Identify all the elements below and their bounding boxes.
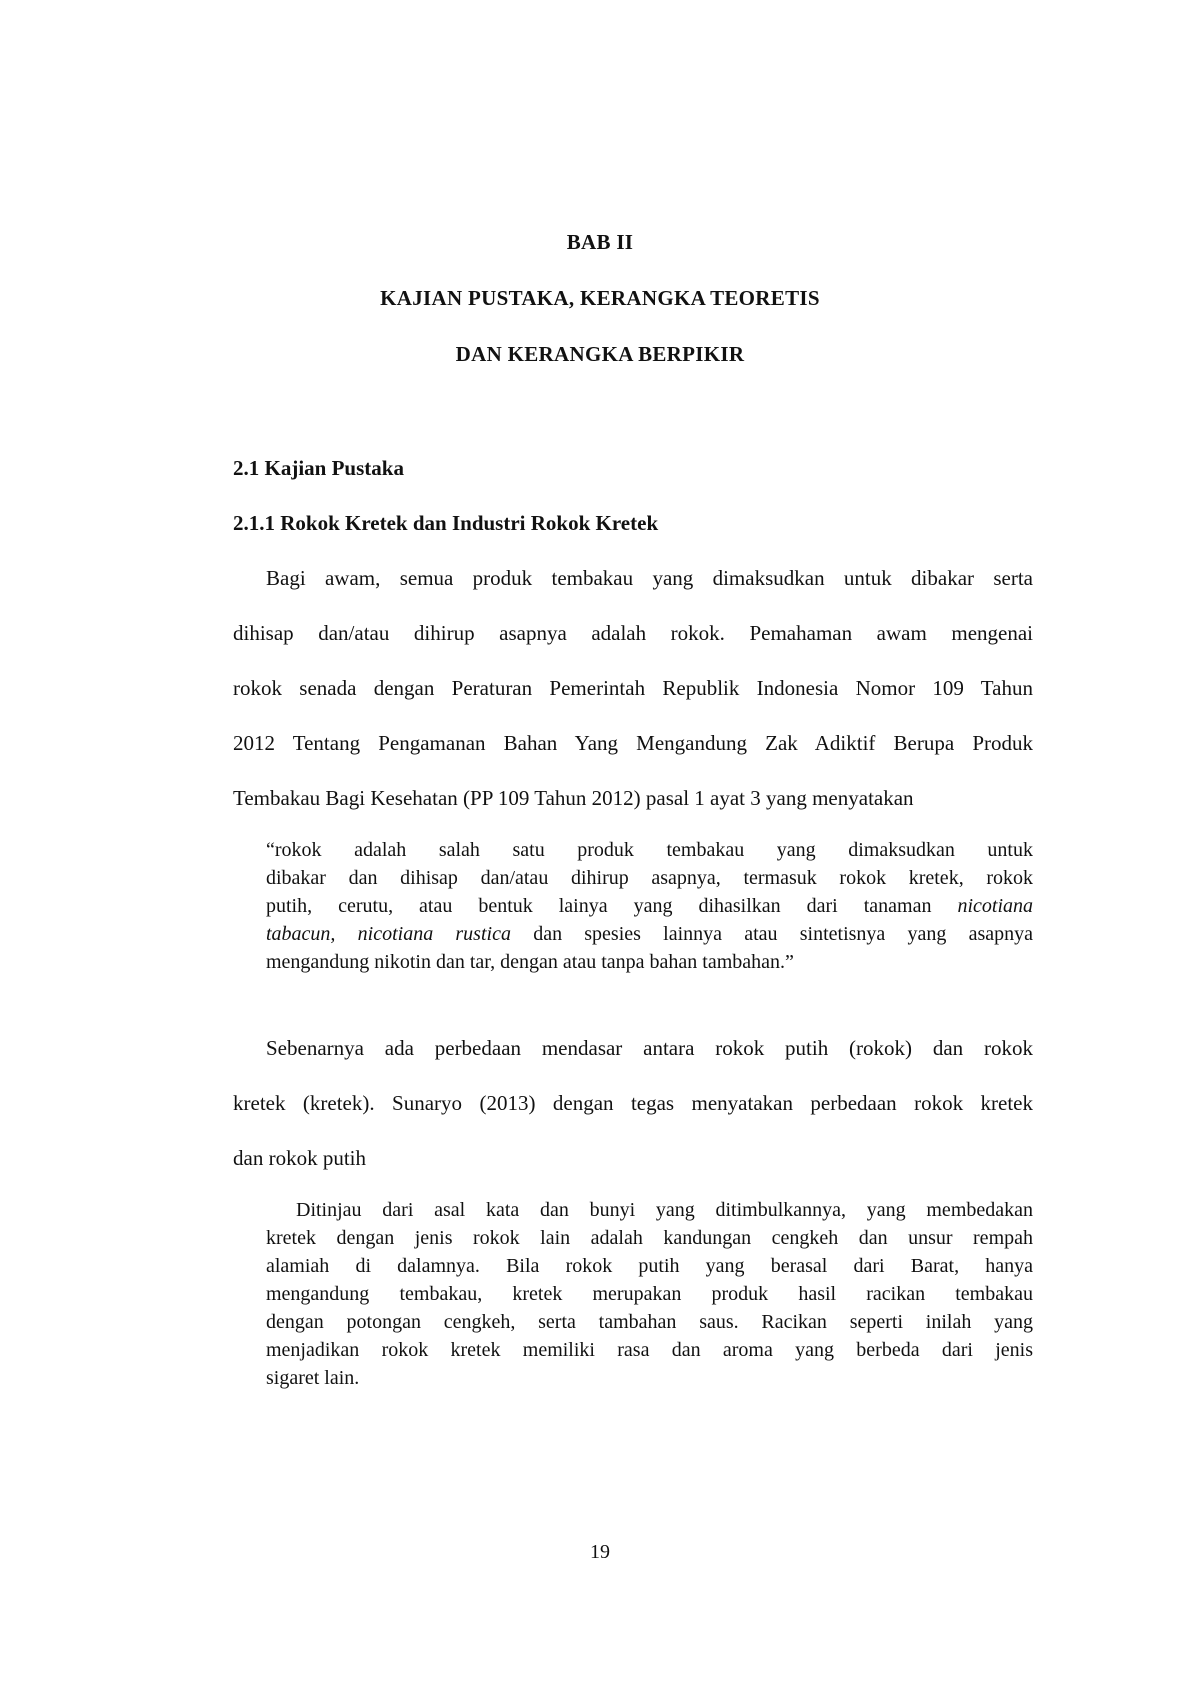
quote-line: “rokok adalah salah satu produk tembakau yang dimaksudkan untuk [266, 839, 1033, 861]
paragraph-line: dihisap dan/atau dihirup asapnya adalah rokok. Pemahaman awam mengenai [233, 621, 1033, 645]
section-heading: 2.1 Kajian Pustaka [233, 456, 404, 480]
quote-line: menjadikan rokok kretek memiliki rasa dan aroma yang berbeda dari jenis [266, 1339, 1033, 1361]
quote-line: dengan potongan cengkeh, serta tambahan saus. Racikan seperti inilah yang [266, 1311, 1033, 1333]
paragraph-line: rokok senada dengan Peraturan Pemerintah Republik Indonesia Nomor 109 Tahun [233, 676, 1033, 700]
paragraph-line: Bagi awam, semua produk tembakau yang dimaksudkan untuk dibakar serta [266, 566, 1033, 590]
quote-line: kretek dengan jenis rokok lain adalah kandungan cengkeh dan unsur rempah [266, 1227, 1033, 1249]
chapter-title-line-1: KAJIAN PUSTAKA, KERANGKA TEORETIS [380, 286, 820, 310]
quote-line [266, 895, 1033, 918]
chapter-label: BAB II [566, 230, 634, 254]
paragraph-line: Tembakau Bagi Kesehatan (PP 109 Tahun 2012) pasal 1 ayat 3 yang menyatakan [233, 786, 914, 810]
quote-line: sigaret lain. [266, 1367, 360, 1389]
page-number: 19 [590, 1541, 610, 1563]
quote-line [266, 923, 1033, 946]
species-name: tabacun, nicotiana rustica [266, 923, 511, 945]
chapter-title-line-2: DAN KERANGKA BERPIKIR [455, 342, 745, 366]
quote-line: mengandung nikotin dan tar, dengan atau tanpa bahan tambahan.” [266, 951, 794, 973]
quote-line: alamiah di dalamnya. Bila rokok putih yang berasal dari Barat, hanya [266, 1255, 1033, 1277]
paragraph-line: kretek (kretek). Sunaryo (2013) dengan tegas menyatakan perbedaan rokok kretek [233, 1091, 1033, 1115]
paragraph-line: 2012 Tentang Pengamanan Bahan Yang Mengandung Zak Adiktif Berupa Produk [233, 731, 1033, 755]
species-name: nicotiana [957, 895, 1033, 917]
quote-line: mengandung tembakau, kretek merupakan produk hasil racikan tembakau [266, 1283, 1033, 1305]
paragraph-line: dan rokok putih [233, 1146, 366, 1170]
quote-text: dan spesies lainnya atau sintetisnya yang asapnya [533, 923, 1034, 945]
quote-line: dibakar dan dihisap dan/atau dihirup asapnya, termasuk rokok kretek, rokok [266, 867, 1033, 889]
quote-text: putih, cerutu, atau bentuk lainya yang dihasilkan dari tanaman [266, 895, 932, 917]
subsection-heading: 2.1.1 Rokok Kretek dan Industri Rokok Kretek [233, 511, 659, 535]
paragraph-line: Sebenarnya ada perbedaan mendasar antara rokok putih (rokok) dan rokok [266, 1036, 1033, 1060]
quote-line: Ditinjau dari asal kata dan bunyi yang ditimbulkannya, yang membedakan [296, 1199, 1033, 1221]
